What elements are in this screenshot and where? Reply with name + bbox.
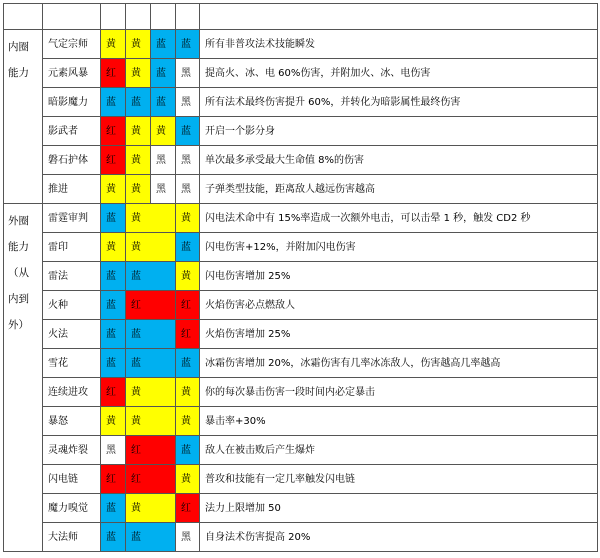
ability-description: 法力上限增加 50	[200, 494, 598, 523]
gem-color-cell: 黄	[126, 59, 151, 88]
table-row	[4, 146, 598, 175]
gem-color-cell: 黑	[176, 175, 200, 204]
ability-description: 提高火、冰、电 60%伤害，并附加火、冰、电伤害	[200, 59, 598, 88]
table-row	[4, 175, 598, 204]
ability-description: 暴击率+30%	[200, 407, 598, 436]
gem-color-cell: 黄	[126, 494, 176, 523]
gem-color-cell: 黄	[126, 30, 151, 59]
table-row	[4, 436, 598, 465]
talent-table	[3, 3, 598, 552]
gem-color-cell: 蓝	[176, 349, 200, 378]
gem-color-cell: 黑	[176, 88, 200, 117]
gem-color-cell: 蓝	[101, 204, 126, 233]
table-row	[4, 407, 598, 436]
ability-description: 闪电伤害增加 25%	[200, 262, 598, 291]
ability-name: 雷霆审判	[43, 204, 101, 233]
gem-color-cell: 蓝	[101, 523, 126, 552]
gem-color-cell: 黄	[176, 378, 200, 407]
gem-color-cell: 蓝	[176, 233, 200, 262]
gem-color-cell: 黄	[101, 175, 126, 204]
gem-color-cell: 黄	[126, 146, 151, 175]
gem-color-cell: 黑	[151, 175, 176, 204]
gem-color-cell: 蓝	[101, 349, 126, 378]
gem-color-cell: 蓝	[101, 320, 126, 349]
ability-description: 所有法术最终伤害提升 60%，并转化为暗影属性最终伤害	[200, 88, 598, 117]
header-cell-color	[176, 4, 200, 30]
table-row	[4, 30, 598, 59]
gem-color-cell: 黄	[126, 204, 176, 233]
gem-color-cell: 红	[176, 291, 200, 320]
gem-color-cell: 黑	[101, 436, 126, 465]
gem-color-cell: 黄	[126, 233, 176, 262]
ability-description: 开启一个影分身	[200, 117, 598, 146]
gem-color-cell: 蓝	[176, 436, 200, 465]
gem-color-cell: 蓝	[151, 30, 176, 59]
ability-name: 魔力嗅觉	[43, 494, 101, 523]
ability-name: 影武者	[43, 117, 101, 146]
table-row	[4, 349, 598, 378]
ability-name: 雷印	[43, 233, 101, 262]
ability-description: 普攻和技能有一定几率触发闪电链	[200, 465, 598, 494]
ability-description: 火焰伤害增加 25%	[200, 320, 598, 349]
gem-color-cell: 红	[176, 494, 200, 523]
ability-name: 火法	[43, 320, 101, 349]
table-row	[4, 291, 598, 320]
gem-color-cell: 黑	[151, 146, 176, 175]
ability-description: 子弹类型技能，距离敌人越远伤害越高	[200, 175, 598, 204]
gem-color-cell: 蓝	[126, 320, 176, 349]
table-row	[4, 233, 598, 262]
table-row	[4, 204, 598, 233]
gem-color-cell: 黑	[176, 146, 200, 175]
ability-description: 你的每次暴击伤害一段时间内必定暴击	[200, 378, 598, 407]
gem-color-cell: 蓝	[126, 88, 151, 117]
gem-color-cell: 黄	[151, 117, 176, 146]
gem-color-cell: 黄	[101, 30, 126, 59]
header-cell-category	[4, 4, 43, 30]
ability-description: 敌人在被击败后产生爆炸	[200, 436, 598, 465]
gem-color-cell: 黑	[176, 59, 200, 88]
gem-color-cell: 红	[101, 465, 126, 494]
table-row	[4, 117, 598, 146]
ability-description: 所有非普攻法术技能瞬发	[200, 30, 598, 59]
table-row	[4, 59, 598, 88]
gem-color-cell: 蓝	[101, 262, 126, 291]
gem-color-cell: 蓝	[151, 59, 176, 88]
gem-color-cell: 红	[101, 146, 126, 175]
ability-name: 暴怒	[43, 407, 101, 436]
gem-color-cell: 红	[176, 320, 200, 349]
gem-color-cell: 蓝	[101, 88, 126, 117]
gem-color-cell: 红	[126, 291, 176, 320]
ability-name: 灵魂炸裂	[43, 436, 101, 465]
header-cell-color	[126, 4, 151, 30]
ability-name: 推进	[43, 175, 101, 204]
ability-name: 连续进攻	[43, 378, 101, 407]
header-cell-color	[151, 4, 176, 30]
ability-description: 闪电伤害+12%，并附加闪电伤害	[200, 233, 598, 262]
ability-name: 磐石护体	[43, 146, 101, 175]
gem-color-cell: 红	[126, 465, 176, 494]
gem-color-cell: 蓝	[176, 30, 200, 59]
ability-name: 元素风暴	[43, 59, 101, 88]
table-row	[4, 465, 598, 494]
gem-color-cell: 黄	[176, 465, 200, 494]
table-row	[4, 378, 598, 407]
gem-color-cell: 黄	[126, 407, 176, 436]
section-label: 外圈能力（从内到外）	[4, 204, 43, 552]
gem-color-cell: 蓝	[151, 88, 176, 117]
header-cell-description	[200, 4, 598, 30]
table-row	[4, 88, 598, 117]
gem-color-cell: 蓝	[101, 291, 126, 320]
gem-color-cell: 黄	[101, 407, 126, 436]
ability-name: 暗影魔力	[43, 88, 101, 117]
gem-color-cell: 蓝	[126, 349, 176, 378]
ability-description: 闪电法术命中有 15%率造成一次额外电击，可以击晕 1 秒，触发 CD2 秒	[200, 204, 598, 233]
table-row	[4, 494, 598, 523]
ability-name: 火种	[43, 291, 101, 320]
ability-description: 火焰伤害必点燃敌人	[200, 291, 598, 320]
ability-name: 雷法	[43, 262, 101, 291]
gem-color-cell: 红	[101, 59, 126, 88]
gem-color-cell: 黄	[126, 378, 176, 407]
gem-color-cell: 蓝	[126, 523, 176, 552]
ability-name: 闪电链	[43, 465, 101, 494]
table-row	[4, 320, 598, 349]
gem-color-cell: 蓝	[101, 494, 126, 523]
table-row	[4, 523, 598, 552]
gem-color-cell: 黑	[176, 523, 200, 552]
ability-name: 大法师	[43, 523, 101, 552]
gem-color-cell: 红	[101, 378, 126, 407]
ability-description: 自身法术伤害提高 20%	[200, 523, 598, 552]
ability-description: 冰霜伤害增加 20%，冰霜伤害有几率冰冻敌人，伤害越高几率越高	[200, 349, 598, 378]
talent-table-container	[3, 3, 597, 555]
header-row	[4, 4, 598, 30]
header-cell-name	[43, 4, 101, 30]
gem-color-cell: 蓝	[126, 262, 176, 291]
table-row	[4, 262, 598, 291]
gem-color-cell: 红	[126, 436, 176, 465]
ability-name: 雪花	[43, 349, 101, 378]
gem-color-cell: 黄	[176, 407, 200, 436]
header-cell-color	[101, 4, 126, 30]
gem-color-cell: 黄	[176, 262, 200, 291]
gem-color-cell: 黄	[126, 117, 151, 146]
ability-name: 气定宗师	[43, 30, 101, 59]
ability-description: 单次最多承受最大生命值 8%的伤害	[200, 146, 598, 175]
gem-color-cell: 黄	[176, 204, 200, 233]
gem-color-cell: 红	[101, 117, 126, 146]
section-label: 内圈能力	[4, 30, 43, 204]
gem-color-cell: 黄	[126, 175, 151, 204]
gem-color-cell: 蓝	[176, 117, 200, 146]
gem-color-cell: 黄	[101, 233, 126, 262]
